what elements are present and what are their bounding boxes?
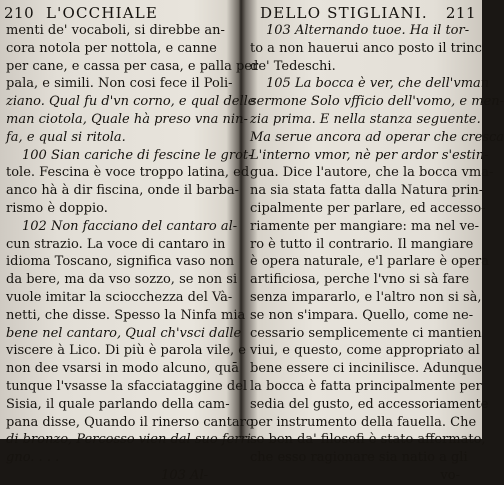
text-line: Ma serue ancora ad operar che cresca (250, 129, 504, 145)
right-catchword: vo- (440, 467, 460, 483)
text-line: bene nel cantaro, Qual ch'vsci dalle (6, 325, 242, 341)
left-running-title: L'OCCHIALE (46, 4, 159, 22)
text-line: tunque l'vsasse la sfacciataggine del (6, 378, 248, 394)
text-line: sedia del gusto, ed accessoriamente (250, 396, 489, 412)
right-page (244, 0, 504, 483)
text-line: se non s'impara. Quello, come ne- (250, 307, 474, 323)
text-line: cun strazio. La voce di cantaro in (6, 236, 226, 252)
text-line: viui, e questo, come appropriato al (250, 343, 480, 359)
left-page-text (0, 22, 259, 485)
text-line: viscere à Lico. Di più è parola vile, e (6, 343, 246, 359)
text-line: per instrumento della fauella. Che (250, 414, 477, 430)
text-line: se ben da' filosofi è stato affermato, (250, 432, 486, 448)
text-line: Sisia, il quale parlando della cam- (6, 396, 230, 412)
text-line: riamente per mangiare: ma nel ve- (250, 218, 480, 234)
text-line: sermone Solo vfficio dell'vomo, e men- (250, 94, 504, 110)
text-line: bene essere ci incinilisce. Adunque (250, 361, 483, 377)
right-page-number: 211 (445, 4, 476, 22)
text-line: na sia stata fatta dalla Natura prin- (250, 183, 484, 199)
text-line: netti, che disse. Spesso la Ninfa mia (6, 307, 246, 323)
text-line: cora notola per nottola, e canne (6, 40, 217, 56)
text-line: ziano. Qual fu d'vn corno, e qual delle (6, 94, 256, 110)
text-line: artificiosa, perche l'vno si sà fare (250, 272, 470, 288)
text-line: cipalmente per parlare, ed accesso- (250, 200, 486, 216)
text-line: anco hà à dir fiscina, onde il barba- (6, 183, 240, 199)
text-line: idioma Toscano, significa vaso non (6, 254, 235, 270)
text-line: non dee vsarsi in modo alcuno, quā (6, 361, 240, 377)
text-line: di bronzo, Percosso vien dal suo ferri- (6, 432, 256, 448)
text-line: senza impararlo, e l'altro non si sà, (250, 289, 482, 305)
text-line: tole. Fescina è voce troppo latina, ed (6, 165, 250, 181)
text-line: 103 Alternando tuoe. Ha il tor- (266, 23, 470, 38)
right-running-title: DELLO STIGLIANI. (260, 4, 428, 22)
text-line: che esso ragionare sia natio a gli (250, 450, 468, 466)
text-line: per cane, e cassa per casa, e palla per (6, 58, 259, 74)
text-line: gua. Dice l'autore, che la bocca vma- (250, 165, 494, 181)
text-line: fa, e qual si ritola. (6, 129, 126, 145)
right-running-head (244, 4, 482, 22)
text-line: 105 La bocca è ver, che dell'vman (266, 76, 490, 92)
text-line: la bocca è fatta principalmente per (250, 378, 482, 394)
text-line: de' Tedeschi. (250, 58, 336, 74)
text-line: da bere, ma da vso sozzo, se non si (6, 272, 238, 288)
left-running-head (0, 4, 238, 22)
text-line: cessario semplicemente ci mantien (250, 325, 482, 341)
text-line: ro è tutto il contrario. Il mangiare (250, 236, 474, 252)
text-line: man ciotola, Quale hà preso vna nin- (6, 111, 248, 127)
left-page-number: 210 (4, 4, 35, 22)
text-line: zia prima. E nella stanza seguente. (250, 111, 481, 127)
text-line: vuole imitar la sciocchezza del Và- (6, 289, 233, 305)
text-line: 102 Non facciano del cantaro al- (22, 218, 238, 234)
text-line: pala, e simili. Non cosi fece il Poli- (6, 76, 233, 92)
text-line: to a non hauerui anco posto il trinc (250, 40, 482, 56)
text-line: L'interno vmor, nè per ardor s'estin- (250, 147, 489, 163)
left-catchword: 103 Al- (161, 467, 208, 483)
right-page-text (244, 22, 504, 485)
text-line: gno. . . . (6, 450, 60, 466)
text-line: 100 Sian cariche di fescine le grot- (22, 147, 253, 163)
text-line: è opera naturale, e'l parlare è opera (250, 254, 489, 270)
text-line: menti de' vocaboli, si direbbe an- (6, 23, 225, 38)
text-line: pana disse, Quando il rinerso cantaro (6, 414, 254, 430)
text-line: rismo è doppio. (6, 200, 108, 216)
